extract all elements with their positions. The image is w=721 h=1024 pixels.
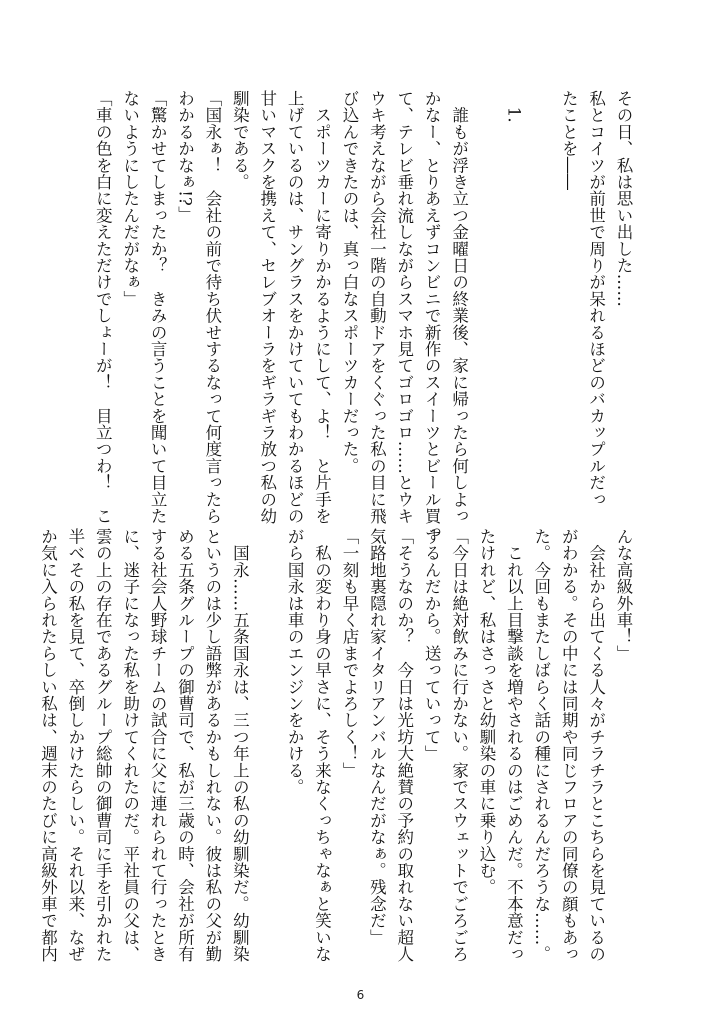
text-line: 私とコイツが前世で周りが呆れるほどのバカップルだっ [586, 90, 606, 508]
text-line: たことを―― [559, 90, 579, 191]
text-line: に、迷子になった私を助けてくれたのだ。平社員の父は、 [120, 528, 140, 963]
text-line: する社会人野球チームの試合に父に連れられて行ったとき [148, 528, 168, 963]
text-line: める五条グループの御曹司で、私が三歳の時、会社が所有 [175, 528, 195, 963]
text-line: ないようにしたんだがなぁ」 [120, 90, 140, 308]
text-line: 私の変わり身の早さに、そう来なくっちゃなぁと笑いな [312, 528, 332, 963]
text-line: かなー、とりあえずコンビニで新作のスイーツとビール買っ [422, 90, 442, 541]
text-line: て、テレビ垂れ流しながらスマホ見てゴロゴロ……とウキ [394, 90, 414, 525]
text-line: 「驚かせてしまったか？ きみの言うことを聞いて目立た [148, 90, 168, 525]
text-line: んな高級外車！」 [614, 528, 633, 662]
text-line: ウキ考えながら会社一階の自動ドアをくぐった私の目に飛 [367, 90, 387, 525]
text-line: 馴染である。 [230, 90, 250, 191]
text-line: がら国永は車のエンジンをかける。 [285, 528, 305, 796]
text-line: わかるかなぁ!?」 [175, 90, 195, 223]
text-line: 誰もが浮き立つ金曜日の終業後、家に帰ったら何しよっ [449, 90, 469, 525]
text-line: これ以上目撃談を増やされるのはごめんだ。不本意だっ [504, 528, 524, 963]
upper-text-block [89, 90, 637, 541]
text-line: がわかる。その中には同期や同じフロアの同僚の顔もあっ [559, 528, 579, 963]
blank-line [527, 90, 554, 510]
text-line: その日、私は思い出した…… [614, 90, 633, 308]
text-line: というのは少し語弊があるかもしれない。彼は私の父が勤 [202, 528, 222, 963]
text-line: 上げているのは、サングラスをかけていてもわかるほどの [285, 90, 305, 525]
text-line: 甘いマスクを携えて、セレブオーラをギラギラ放つ私の幼 [257, 90, 277, 525]
text-line: たけれど、私はさっさと幼馴染の車に乗り込む。 [476, 528, 496, 896]
text-line: 「車の色を白に変えただけでしょーが！ 目立つわ！ こ [93, 90, 113, 525]
text-line: び込んできたのは、真っ白なスポーツカーだった。 [339, 90, 359, 475]
text-line: 気路地裏隠れ家イタリアンバルなんだがなぁ。残念だ」 [367, 528, 387, 946]
text-line: 雲の上の存在であるグループ総帥の御曹司に手を引かれた [93, 528, 113, 963]
text-line: 「一刻も早く店までよろしく！」 [339, 528, 359, 779]
text-line: 会社から出てくる人々がチラチラとこちらを見ているの [586, 528, 606, 963]
lower-text-block [34, 528, 637, 963]
text-line: 「国永ぁ！ 会社の前で待ち伏せするなって何度言ったら [202, 90, 222, 525]
text-line: 「今日は絶対飲みに行かない。家でスウェットでごろごろ [449, 528, 469, 963]
text-line: 国永……五条国永は、三つ年上の私の幼馴染だ。幼馴染 [230, 528, 250, 963]
text-line: スポーツカーに寄りかかるようにして、よ！ と片手を [312, 90, 332, 525]
text-line: 半べその私を見て、卒倒しかけたらしい。それ以来、なぜ [65, 528, 85, 963]
text-line: た。今回もまたしばらく話の種にされるんだろうな……。 [531, 528, 551, 963]
blank-line [473, 90, 500, 510]
page-number: 6 [356, 988, 365, 1002]
blank-line [253, 528, 280, 948]
text-line: 「そうなのか？ 今日は光坊大絶賛の予約の取れない超人 [394, 528, 414, 963]
chapter-heading: 1. [504, 90, 524, 123]
text-line: するんだから。送っていって」 [422, 528, 442, 762]
text-line: か気に入られたらしい私は、週末のたびに高級外車で都内 [38, 528, 58, 963]
